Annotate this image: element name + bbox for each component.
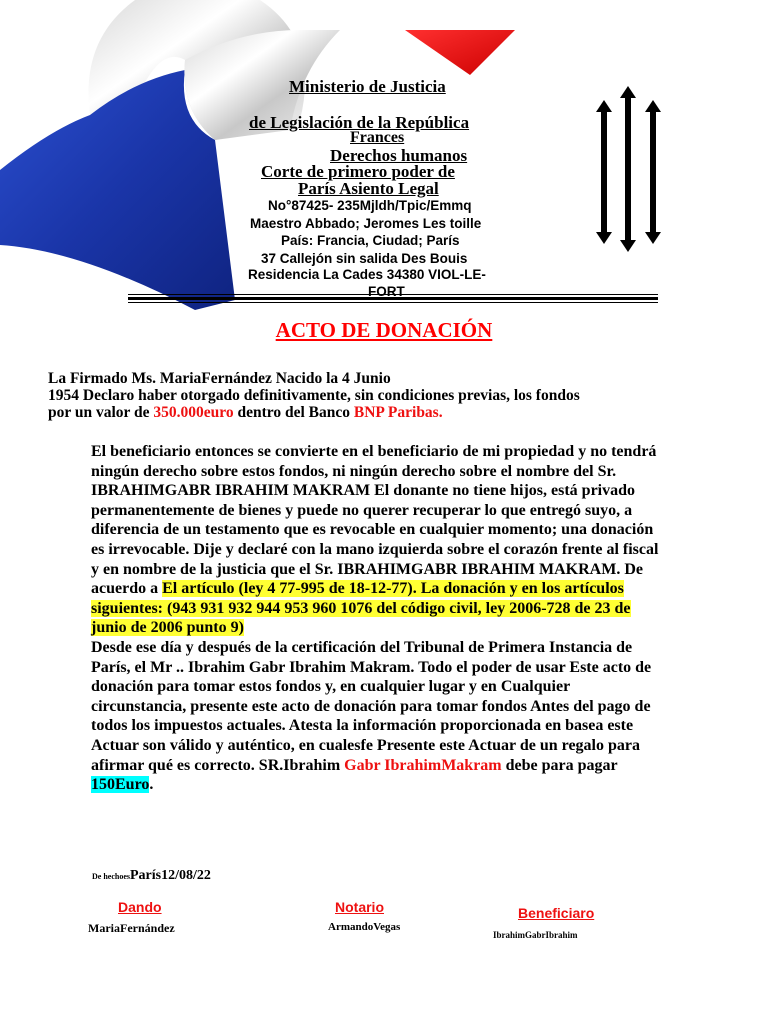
- beneficiary-name: Gabr IbrahimMakram: [344, 756, 502, 774]
- arrow-down-icon: [645, 232, 661, 244]
- date-prefix: De hechoes: [92, 872, 130, 881]
- signature-name-donor: MariaFernández: [88, 921, 175, 935]
- document-title: ACTO DE DONACIÓN: [275, 318, 493, 342]
- signature-name-beneficiary: IbrahimGabrIbrahim: [493, 930, 578, 940]
- body-text-part-3: debe para pagar: [501, 756, 618, 774]
- arrows-ornament: [590, 82, 670, 254]
- body-text-part-1: El beneficiario entonces se convierte en el beneficiario de mi propiedad y no tendrá ningún derecho sobre estos fondos, ni ningún derecho sobre el nombre del Sr. IBRAHIMGABR IBRAHIM MAKRAM El donante no tiene hijos, está privado permanentemente de bienes y puede no querer recuperar lo que entregó suyo, a diferencia de un testamento que es revocable en cualquier momento; una donación es irrevocable. Dije y declaré con la mano izquierda sobre el corazón frente al fiscal y en nombre de la justicia que el Sr. IBRAHIMGABR IBRAHIM MAKRAM. De acuerdo a: [91, 443, 659, 598]
- flag-red-stripe: [405, 30, 515, 75]
- header-rights: Derechos humanos: [330, 146, 468, 165]
- signature-label-notary: Notario: [335, 899, 384, 915]
- signature-label-beneficiary: Beneficiaro: [518, 905, 595, 921]
- header-master: Maestro Abbado; Jeromes Les toille: [250, 216, 482, 231]
- header-divider: [128, 294, 658, 295]
- declaration-line-1: La Firmado Ms. MariaFernández Nacido la 4 Junio: [48, 370, 391, 387]
- header-residence-cont: FORT: [368, 284, 405, 299]
- fee-amount: 150Euro: [91, 776, 150, 794]
- declaration-line-2: 1954 Declaro haber otorgado definitivamente, sin condiciones previas, los fondos: [48, 387, 580, 404]
- date-line: [92, 866, 211, 884]
- donation-amount: 350.000euro: [153, 404, 234, 421]
- header-court: Corte de primero poder de: [261, 162, 455, 181]
- declaration-line-3: por un valor de 350.000euro dentro del Banco BNP Paribas.: [48, 404, 443, 421]
- legal-reference-highlight: El artículo (ley 4 77-995 de 18-12-77). La donación y en los artículos siguientes: (943 931 932 944 953 960 1076 del código civil, ley 2006-728 de 23 de junio de 2006 punto 9): [91, 580, 631, 637]
- header-reference: No°87425- 235Mjldh/Tpic/Emmq: [268, 198, 472, 213]
- signature-label-donor: Dando: [118, 899, 162, 915]
- arrow-down-icon: [596, 232, 612, 244]
- header-street: 37 Callejón sin salida Des Bouis: [261, 251, 468, 266]
- header-legislation: de Legislación de la República: [249, 113, 470, 132]
- header-divider-thick: [128, 297, 658, 300]
- donation-body-text: El beneficiario entonces se convierte en el beneficiario de mi propiedad y no tendrá ningún derecho sobre estos fondos, ni ningún derecho sobre el nombre del Sr. IBRAHIMGABR IBRAHIM MAKRAM El donante no tiene hijos, está privado permanentemente de bienes y puede no querer recuperar lo que entregó suyo, a diferencia de un testamento que es revocable en cualquier momento; una donación es irrevocable. Dije y declaré con la mano izquierda sobre el corazón frente al fiscal y en nombre de la justicia que el Sr. IBRAHIMGABR IBRAHIM MAKRAM. De acuerdo a El artículo (ley 4 77-995 de 18-12-77). La donación y en los artículos siguientes: (943 931 932 944 953 960 1076 del código civil, ley 2006-728 de 23 de junio de 2006 punto 9) Desde ese día y después de la certificación del Tribunal de Primera Instancia de París, el Mr .. Ibrahim Gabr Ibrahim Makram. Todo el poder de usar Este acto de donación para tomar estos fondos y, en cualquier lugar y en Cualquier circunstancia, presente este acto de donación para tomar fondos Antes del pago de todos los impuestos actuales. Atesta la información proporcionada en basea este Actuar son válido y auténtico, en cualesfe Presente este Actuar de un regalo para afirmar qué es correcto. SR.Ibrahim Gabr IbrahimMakram debe para pagar 150Euro.: [91, 443, 659, 794]
- header-seat: París Asiento Legal: [298, 179, 439, 198]
- header-location: País: Francia, Ciudad; París: [281, 233, 460, 248]
- header-ministry: Ministerio de Justicia: [289, 77, 446, 96]
- arrow-down-icon: [620, 240, 636, 252]
- body-text-part-2: Desde ese día y después de la certificación del Tribunal de Primera Instancia de París, el Mr .. Ibrahim Gabr Ibrahim Makram. Todo el poder de usar Este acto de donación para tomar estos fondos y, en cualquier lugar y en Cualquier circunstancia, presente este acto de donación para tomar fondos Antes del pago de todos los impuestos actuales. Atesta la información proporcionada en basea este Actuar son válido y auténtico, en cualesfe Presente este Actuar de un regalo para afirmar qué es correcto. SR.Ibrahim: [91, 638, 652, 774]
- header-residence: Residencia La Cades 34380 VIOL-LE-: [248, 267, 486, 282]
- header-divider-bottom: [128, 302, 658, 303]
- bank-name: BNP Paribas.: [353, 404, 443, 421]
- declaration-paragraph: [48, 370, 728, 421]
- date-value: París12/08/22: [130, 868, 211, 883]
- header-country: Frances: [350, 129, 405, 146]
- signature-name-notary: ArmandoVegas: [328, 921, 401, 933]
